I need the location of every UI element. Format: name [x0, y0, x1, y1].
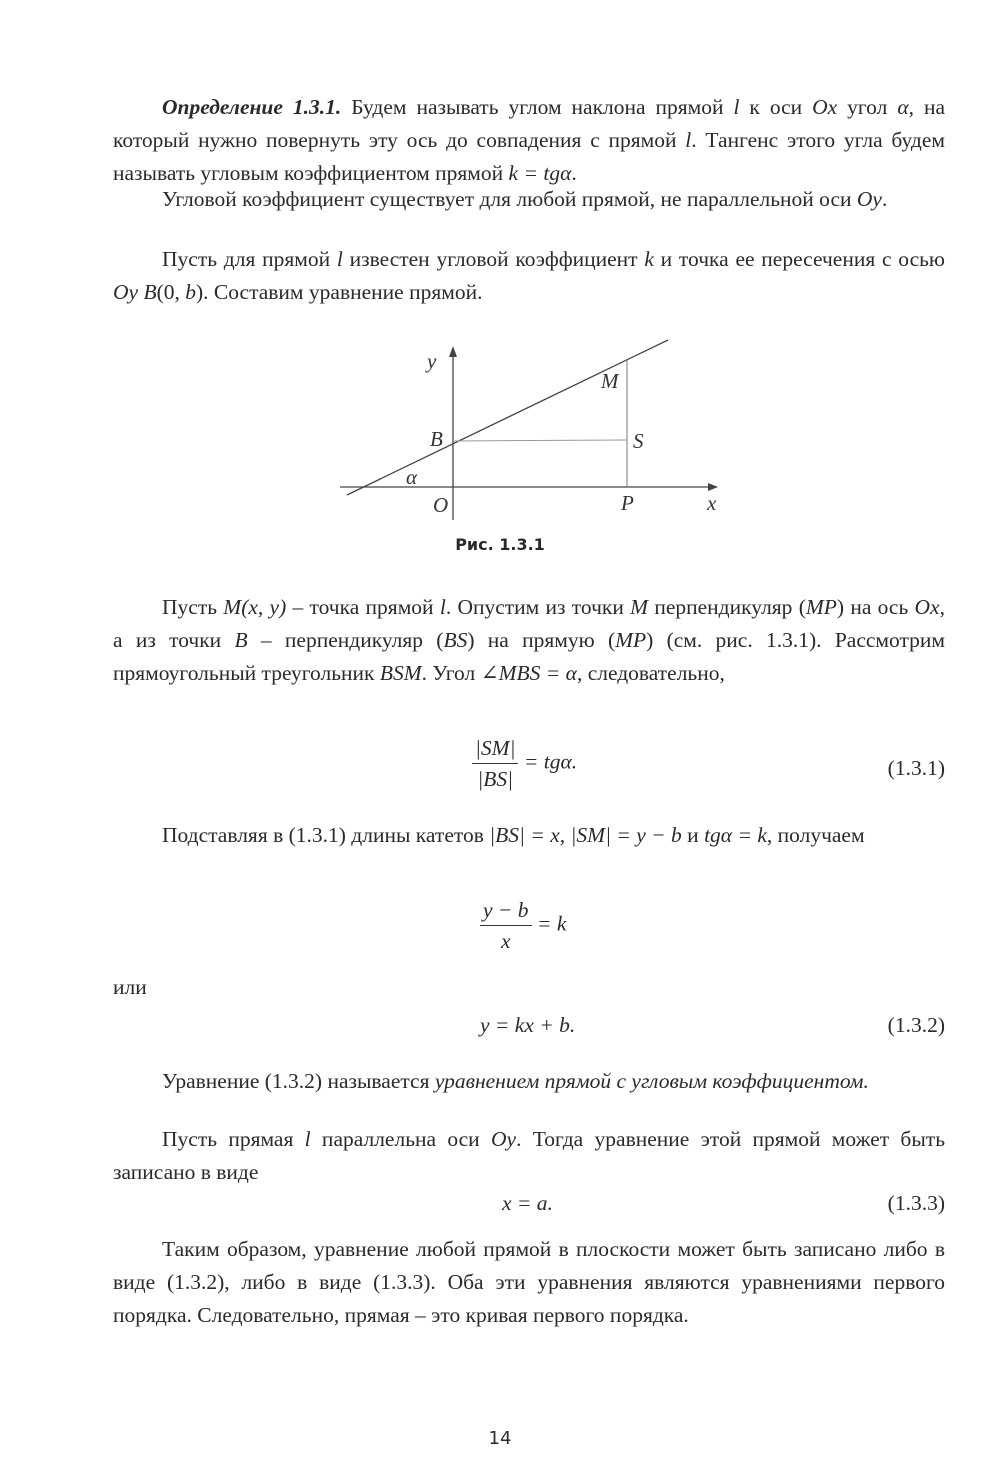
- text-run: Пусть прямая: [162, 1127, 305, 1151]
- text-run: параллельна оси: [310, 1127, 491, 1151]
- text-run: . Угол: [421, 661, 481, 685]
- text-run: или: [113, 975, 147, 999]
- equation-1-3-1: [472, 733, 577, 794]
- text-run: известен угловой коэффициент: [342, 247, 645, 271]
- label-s: S: [633, 429, 644, 453]
- text-run: Подставляя в (1.3.1) длины катетов: [162, 823, 490, 847]
- text-run: ) (см. рис. 1.3.1). Рассмотрим прямоугольный треугольник: [113, 628, 945, 685]
- text-run: .: [571, 161, 577, 185]
- math-or-emphasis-text: l: [733, 95, 740, 119]
- math-or-emphasis-text: BS: [443, 628, 468, 652]
- math-or-emphasis-text: B: [234, 628, 248, 652]
- label-alpha: α: [406, 465, 418, 489]
- math-or-emphasis-text: k = tgα: [508, 161, 572, 185]
- text-run: Пусть для прямой: [162, 247, 337, 271]
- paragraph: [113, 1065, 945, 1098]
- label-b: B: [430, 427, 443, 451]
- text-run: ). Составим уравнение прямой.: [196, 280, 483, 304]
- text-run: Будем называть углом наклона прямой: [341, 95, 734, 119]
- math-or-emphasis-text: Определение 1.3.1.: [162, 95, 342, 119]
- eq-denominator: |BS|: [477, 767, 514, 791]
- math-or-emphasis-text: Oy: [490, 1127, 517, 1151]
- eq-denominator: x: [501, 929, 511, 953]
- equation-1-3-3: x = a.: [502, 1191, 553, 1215]
- math-or-emphasis-text: Ox: [914, 595, 940, 619]
- text-run: к оси: [739, 95, 813, 119]
- math-or-emphasis-text: k: [644, 247, 654, 271]
- math-or-emphasis-text: уравнением прямой с угловым коэффициентом.: [434, 1069, 869, 1093]
- figure-caption: Рис. 1.3.1: [455, 535, 545, 554]
- text-run: . Тогда уравнение этой прямой может быть записано в виде: [113, 1127, 946, 1184]
- text-run: , на который нужно повернуть эту ось до совпадения с прямой: [113, 95, 946, 152]
- text-run: , получаем: [766, 823, 865, 847]
- paragraph: [113, 1233, 945, 1332]
- text-run: и: [681, 823, 705, 847]
- text-run: . Опустим из точки: [445, 595, 631, 619]
- math-or-emphasis-text: b: [185, 280, 196, 304]
- math-or-emphasis-text: l: [336, 247, 343, 271]
- text-run: – точка прямой: [286, 595, 440, 619]
- line-l: [347, 340, 668, 495]
- text-run: – перпендикуляр (: [247, 628, 444, 652]
- math-or-emphasis-text: tgα = k: [704, 823, 767, 847]
- math-or-emphasis-text: α: [897, 95, 909, 119]
- eq-rhs: = tgα.: [523, 749, 578, 774]
- equation-label: (1.3.1): [887, 756, 945, 780]
- math-or-emphasis-text: M: [630, 595, 649, 619]
- math-or-emphasis-text: BSM: [379, 661, 422, 685]
- math-or-emphasis-text: MP: [805, 595, 837, 619]
- label-p: P: [621, 491, 634, 515]
- label-x: x: [707, 491, 717, 515]
- paragraph: [113, 591, 945, 690]
- segment-bs: [453, 440, 627, 441]
- paragraph: [113, 1123, 945, 1189]
- eq-numerator: |SM|: [472, 733, 518, 764]
- eq-numerator: y − b: [480, 895, 532, 926]
- text-run: и точка ее пересечения с осью: [653, 247, 945, 271]
- text-run: Угловой коэффициент существует для любой прямой, не параллельной оси: [162, 187, 857, 211]
- equation-k: [480, 895, 566, 956]
- text-run: ) на прямую (: [467, 628, 616, 652]
- label-o: O: [433, 493, 449, 517]
- text-run: , а из точки: [113, 595, 945, 652]
- math-or-emphasis-text: l: [439, 595, 446, 619]
- math-or-emphasis-text: Oy: [856, 187, 882, 211]
- text-run: .: [881, 187, 888, 211]
- text-run: . Тангенс этого угла будем называть угловым коэффициентом прямой: [113, 128, 945, 185]
- eq-rhs: = k: [536, 911, 567, 936]
- text-run: (0,: [156, 280, 186, 304]
- text-run: угол: [837, 95, 898, 119]
- math-or-emphasis-text: l: [304, 1127, 311, 1151]
- text-run: Таким образом, уравнение любой прямой в плоскости может быть записано либо в виде (1.3.2), либо в виде (1.3.3). Оба эти уравнения являются уравнениями первого порядка. Следовательно, прямая – это кривая первого порядка.: [113, 1237, 945, 1327]
- math-or-emphasis-text: ∠MBS = α: [480, 661, 577, 685]
- label-y: y: [427, 349, 437, 373]
- x-axis-arrow: [708, 483, 718, 491]
- text-run: ) на ось: [836, 595, 915, 619]
- text-run: Уравнение (1.3.2) называется: [162, 1069, 435, 1093]
- paragraph: [113, 819, 945, 852]
- equation-label: (1.3.3): [887, 1191, 945, 1215]
- figure-line-slope: [0, 0, 1000, 560]
- math-or-emphasis-text: Oy B: [113, 280, 157, 304]
- equation-1-3-2: y = kx + b.: [480, 1013, 576, 1037]
- math-or-emphasis-text: M(x, y): [223, 595, 287, 619]
- y-axis-arrow: [449, 346, 457, 357]
- paragraph-or: [113, 971, 945, 1004]
- text-run: перпендикуляр (: [648, 595, 806, 619]
- page-number: 14: [488, 1428, 512, 1449]
- text-run: Пусть: [162, 595, 224, 619]
- equation-label: (1.3.2): [887, 1013, 945, 1037]
- math-or-emphasis-text: |BS| = x, |SM| = y − b: [489, 823, 682, 847]
- math-or-emphasis-text: l: [685, 128, 692, 152]
- math-or-emphasis-text: MP: [615, 628, 647, 652]
- text-run: , следовательно,: [576, 661, 725, 685]
- math-or-emphasis-text: Ox: [812, 95, 838, 119]
- label-m: M: [601, 369, 619, 393]
